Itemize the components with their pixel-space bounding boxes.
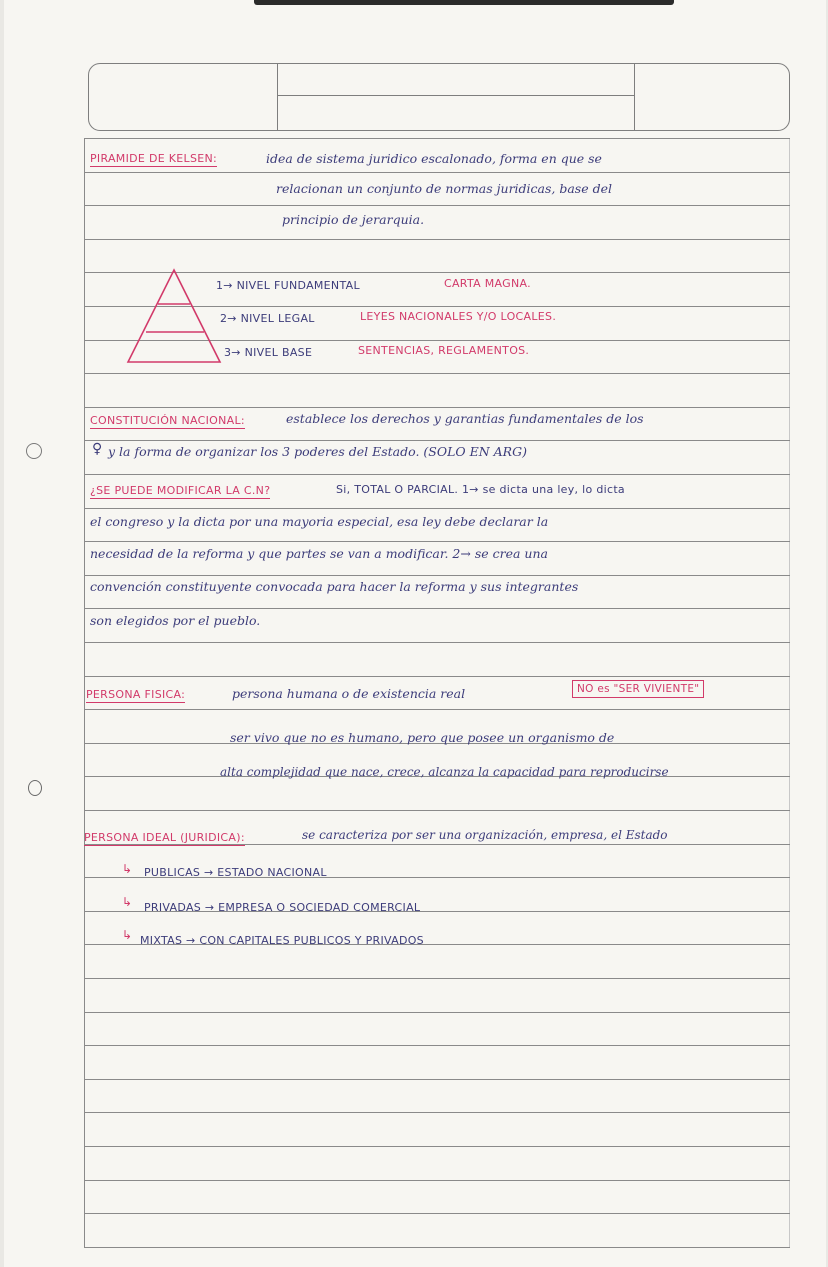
level-1-value: CARTA MAGNA.: [444, 277, 531, 290]
notebook-page: [4, 0, 826, 1267]
not-living-being-box: NO es "SER VIVIENTE": [572, 680, 704, 698]
item-publicas: PUBLICAS → ESTADO NACIONAL: [144, 866, 327, 879]
ruled-line: [84, 1247, 790, 1248]
ruled-line: [84, 575, 790, 576]
ruled-line: [84, 608, 790, 609]
branch-arrow-icon: ↳: [122, 928, 133, 942]
ruled-line: [84, 239, 790, 240]
s2-line-6: son elegidos por el pueblo.: [90, 613, 261, 628]
ruled-line: [84, 541, 790, 542]
right-margin-line: [789, 138, 790, 1248]
pyramid-diagram: [124, 264, 224, 368]
ruled-line: [84, 1012, 790, 1013]
ruled-line: [84, 978, 790, 979]
branch-arrow-icon: ↳: [122, 862, 133, 876]
level-1-label: 1→ NIVEL FUNDAMENTAL: [216, 279, 360, 292]
left-margin-line: [84, 138, 85, 1248]
item-mixtas: MIXTAS → CON CAPITALES PUBLICOS Y PRIVADOS: [140, 934, 424, 947]
s1-line-3: principio de jerarquia.: [282, 212, 425, 227]
term-persona-fisica: PERSONA FISICA:: [86, 688, 186, 701]
ruled-line: [84, 508, 790, 509]
s3-line-3: alta complejidad que nace, crece, alcanza la capacidad para reproducirse: [220, 765, 669, 779]
ruled-line: [84, 172, 790, 173]
binding-strip: [254, 0, 674, 5]
term-persona-ideal: PERSONA IDEAL (JURIDICA):: [84, 831, 245, 844]
person-symbol-icon: ♀: [92, 441, 103, 457]
term-constitucion: CONSTITUCIÓN NACIONAL:: [90, 414, 245, 427]
punch-hole-bottom: [28, 780, 42, 796]
ruled-line: [84, 642, 790, 643]
s2-answer: Si, TOTAL O PARCIAL. 1→ se dicta una ley, lo dicta: [336, 483, 625, 496]
s2-line-4: necesidad de la reforma y que partes se van a modificar. 2→ se crea una: [90, 546, 548, 561]
s3-line-1: persona humana o de existencia real: [232, 686, 466, 701]
level-3-label: 3→ NIVEL BASE: [224, 346, 313, 359]
ruled-line: [84, 1079, 790, 1080]
ruled-line: [84, 205, 790, 206]
s1-line-2: relacionan un conjunto de normas juridicas, base del: [276, 181, 612, 196]
s1-line-1: idea de sistema juridico escalonado, forma en que se: [266, 151, 602, 166]
s3-line-2: ser vivo que no es humano, pero que posee un organismo de: [230, 730, 615, 745]
level-2-value: LEYES NACIONALES Y/O LOCALES.: [360, 310, 557, 323]
ruled-line: [84, 407, 790, 408]
ruled-line: [84, 1045, 790, 1046]
s2-line-2: y la forma de organizar los 3 poderes del Estado. (SOLO EN ARG): [108, 444, 527, 459]
ruled-line: [84, 1146, 790, 1147]
s2-line-5: convención constituyente convocada para hacer la reforma y sus integrantes: [90, 579, 579, 594]
ruled-line: [84, 440, 790, 441]
ruled-line: [84, 1180, 790, 1181]
ruled-line: [84, 373, 790, 374]
item-privadas: PRIVADAS → EMPRESA O SOCIEDAD COMERCIAL: [144, 901, 421, 914]
branch-arrow-icon: ↳: [122, 895, 133, 909]
s2-line-3: el congreso y la dicta por una mayoria especial, esa ley debe declarar la: [90, 514, 549, 529]
ruled-line: [84, 810, 790, 811]
ruled-line: [84, 1112, 790, 1113]
ruled-line: [84, 709, 790, 710]
s4-line-1: se caracteriza por ser una organización, empresa, el Estado: [302, 828, 668, 842]
term-piramide: PIRAMIDE DE KELSEN:: [90, 152, 218, 165]
question-modificar: ¿SE PUEDE MODIFICAR LA C.N?: [90, 484, 271, 497]
ruled-line: [84, 138, 790, 139]
level-2-label: 2→ NIVEL LEGAL: [220, 312, 315, 325]
ruled-line: [84, 676, 790, 677]
level-3-value: SENTENCIAS, REGLAMENTOS.: [358, 344, 530, 357]
punch-hole-top: [26, 443, 42, 459]
header-table: [88, 63, 790, 131]
ruled-line: [84, 474, 790, 475]
ruled-line: [84, 1213, 790, 1214]
s2-line-1: establece los derechos y garantias fundamentales de los: [286, 411, 644, 426]
